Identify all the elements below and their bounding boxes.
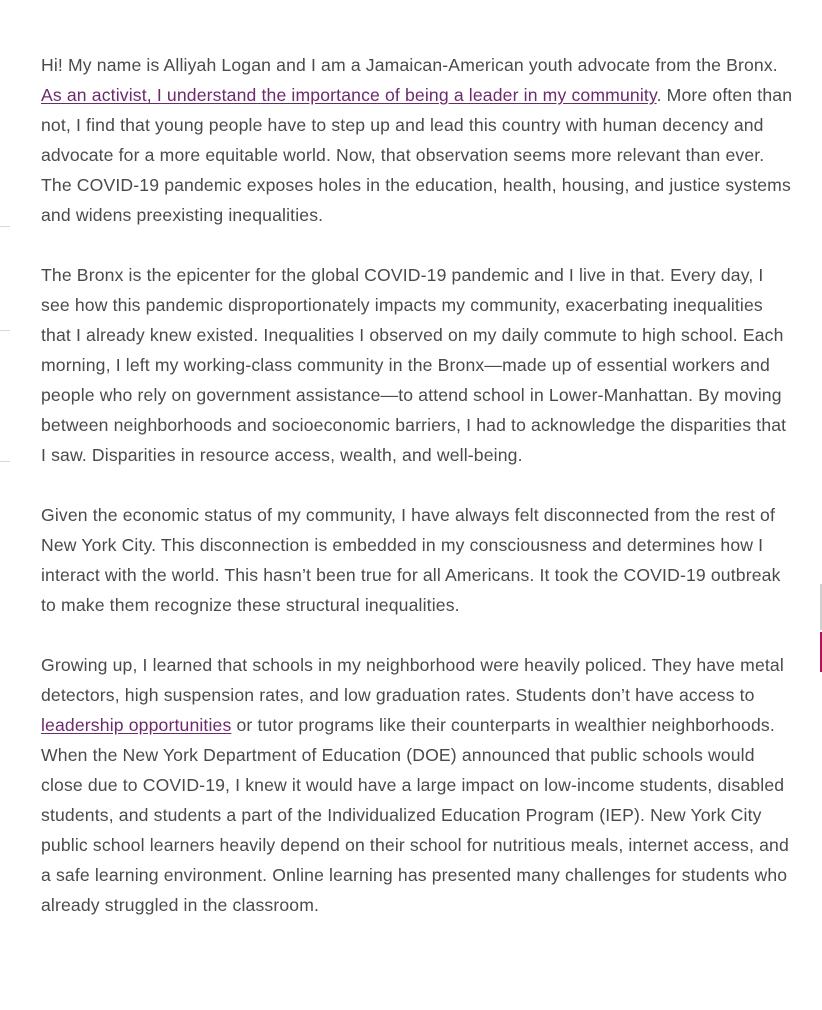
schools-text-start: Growing up, I learned that schools in my neighborhood were heavily policed. They have metal detectors, high suspension rates, and low graduation rates. Students don’t have access to xyxy=(41,655,784,705)
left-edge-divider xyxy=(0,226,10,227)
article-body xyxy=(41,50,793,950)
left-edge-divider xyxy=(0,461,10,462)
paragraph-schools xyxy=(41,650,793,920)
activist-leader-link[interactable]: As an activist, I understand the importance of being a leader in my community xyxy=(41,85,657,105)
schools-text-end: or tutor programs like their counterparts in wealthier neighborhoods. When the New York Department of Education (DOE) announced that public schools would close due to COVID-19, I knew it would have a large impact on low-income students, disabled students, and students a part of the Individualized Education Program (IEP). New York City public school learners heavily depend on their school for nutritious meals, internet access, and a safe learning environment. Online learning has presented many challenges for students who already struggled in the classroom. xyxy=(41,715,789,915)
intro-text-end: . More often than not, I find that young people have to step up and lead this country with human decency and advocate for a more equitable world. Now, that observation seems more relevant than ever. The COVID-19 pandemic exposes holes in the education, health, housing, and justice systems and widens preexisting inequalities. xyxy=(41,85,793,225)
left-edge-divider xyxy=(0,330,10,331)
paragraph-intro xyxy=(41,50,793,230)
paragraph-bronx-epicenter: The Bronx is the epicenter for the global COVID-19 pandemic and I live in that. Every day, I see how this pandemic disproportionately impacts my community, exacerbating inequalities that I already knew existed. Inequalities I observed on my daily commute to high school. Each morning, I left my working-class community in the Bronx—made up of essential workers and people who rely on government assistance—to attend school in Lower-Manhattan. By moving between neighborhoods and socioeconomic barriers, I had to acknowledge the disparities that I saw. Disparities in resource access, wealth, and well-being. xyxy=(41,265,787,465)
paragraph-disconnection: Given the economic status of my community, I have always felt disconnected from the rest of New York City. This disconnection is embedded in my consciousness and determines how I interact with the world. This hasn’t been true for all Americans. It took the COVID-19 outbreak to make them recognize these structural inequalities. xyxy=(41,505,781,615)
intro-text-start: Hi! My name is Alliyah Logan and I am a Jamaican-American youth advocate from the Bronx. xyxy=(41,55,778,75)
leadership-opportunities-link[interactable]: leadership opportunities xyxy=(41,715,232,735)
